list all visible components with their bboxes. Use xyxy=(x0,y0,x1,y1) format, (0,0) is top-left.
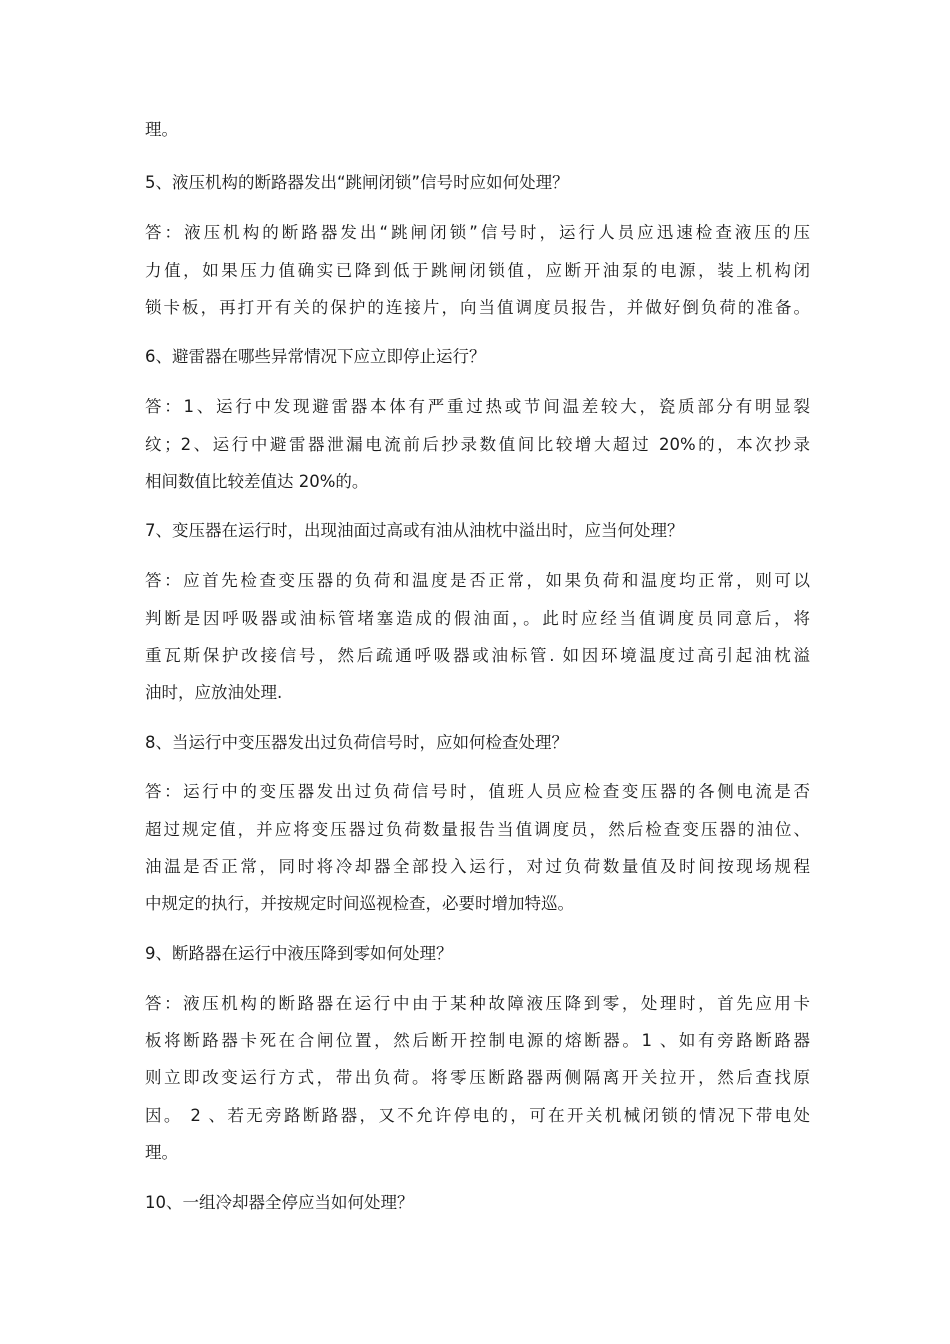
question-10: 10、一组冷却器全停应当如何处理？ xyxy=(145,1193,414,1212)
answer-5-line: 力值，如果压力值确实已降到低于跳闸闭锁值，应断开油泵的电源，装上机构闭 xyxy=(145,261,810,280)
answer-9-line: 则立即改变运行方式，带出负荷。将零压断路器两侧隔离开关拉开，然后查找原 xyxy=(145,1068,810,1087)
answer-6-line: 相间数值比较差值达 20%的。 xyxy=(145,472,369,491)
answer-7-line: 重瓦斯保护改接信号，然后疏通呼吸器或油标管. 如因环境温度过高引起油枕溢 xyxy=(145,646,810,665)
answer-7-line: 答：应首先检查变压器的负荷和温度是否正常，如果负荷和温度均正常，则可以 xyxy=(145,571,810,590)
answer-6-line: 答：1、运行中发现避雷器本体有严重过热或节间温差较大，瓷质部分有明显裂 xyxy=(145,397,810,416)
question-7: 7、变压器在运行时，出现油面过高或有油从油枕中溢出时，应当何处理？ xyxy=(145,521,684,540)
question-5: 5、液压机构的断路器发出“跳闸闭锁”信号时应如何处理？ xyxy=(145,173,569,192)
answer-8-line: 超过规定值，并应将变压器过负荷数量报告当值调度员，然后检查变压器的油位、 xyxy=(145,820,810,839)
answer-8-line: 油温是否正常，同时将冷却器全部投入运行，对过负荷数量值及时间按现场规程 xyxy=(145,857,810,876)
question-9: 9、断路器在运行中液压降到零如何处理？ xyxy=(145,944,453,963)
question-8: 8、当运行中变压器发出过负荷信号时，应如何检查处理？ xyxy=(145,733,568,752)
answer-8-line: 中规定的执行，并按规定时间巡视检查，必要时增加特巡。 xyxy=(145,894,574,913)
text-line: 理。 xyxy=(145,120,178,139)
answer-5-line: 锁卡板，再打开有关的保护的连接片，向当值调度员报告，并做好倒负荷的准备。 xyxy=(145,298,810,317)
answer-6-line: 纹；2、运行中避雷器泄漏电流前后抄录数值间比较增大超过 20%的，本次抄录 xyxy=(145,435,810,454)
answer-7-line: 油时，应放油处理. xyxy=(145,683,283,702)
answer-9-line: 因。 2 、若无旁路断路器，又不允许停电的，可在开关机械闭锁的情况下带电处 xyxy=(145,1106,810,1125)
answer-7-line: 判断是因呼吸器或油标管堵塞造成的假油面，。此时应经当值调度员同意后，将 xyxy=(145,609,810,628)
answer-9-line: 答：液压机构的断路器在运行中由于某种故障液压降到零，处理时，首先应用卡 xyxy=(145,994,810,1013)
answer-5-line: 答：液压机构的断路器发出“跳闸闭锁”信号时，运行人员应迅速检查液压的压 xyxy=(145,223,810,242)
answer-9-line: 板将断路器卡死在合闸位置，然后断开控制电源的熔断器。1 、如有旁路断路器 xyxy=(145,1031,810,1050)
answer-8-line: 答：运行中的变压器发出过负荷信号时，值班人员应检查变压器的各侧电流是否 xyxy=(145,782,810,801)
question-6: 6、避雷器在哪些异常情况下应立即停止运行？ xyxy=(145,347,486,366)
answer-9-line: 理。 xyxy=(145,1143,178,1162)
